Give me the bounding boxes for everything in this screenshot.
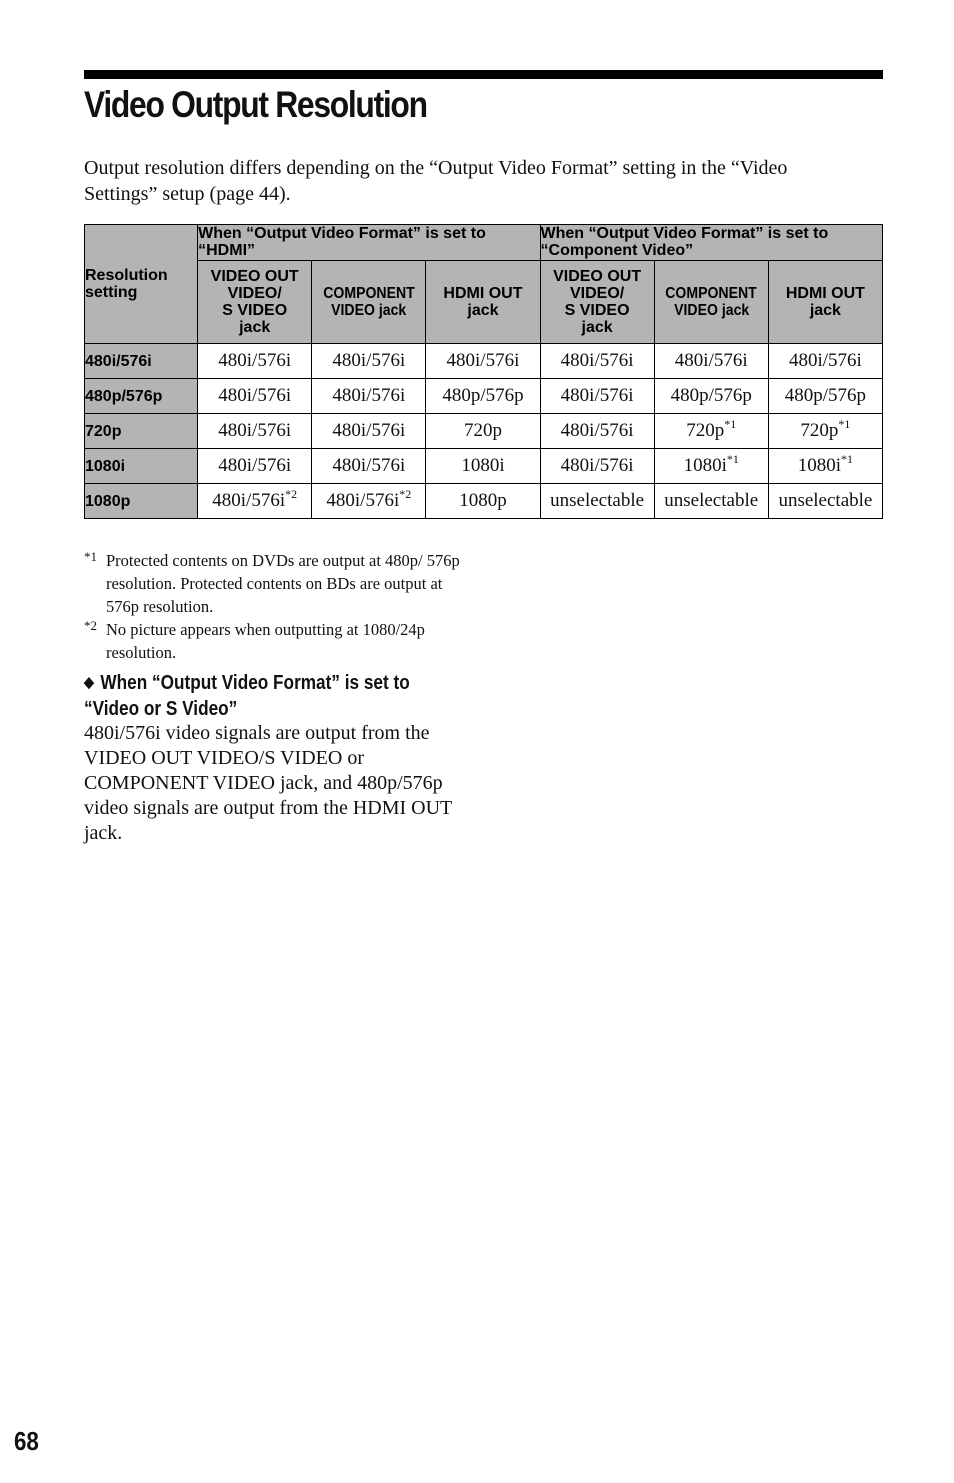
cell-value: 480i/576i — [218, 455, 292, 476]
cell-value: 480i/576i — [560, 455, 634, 476]
table-cell — [312, 344, 426, 379]
corner-header: Resolution setting — [85, 225, 198, 344]
cell-value: 480i/576i — [332, 420, 406, 441]
cell-value: 1080i — [797, 455, 842, 476]
table-cell — [426, 449, 540, 484]
intro-paragraph: Output resolution differs depending on the “Output Video Format” setting in the “Video Settings” setup (page 44). — [84, 157, 788, 205]
cell-value: 480i/576i — [326, 490, 400, 511]
table-cell — [768, 414, 882, 449]
footnote-ref: *1 — [726, 452, 739, 466]
cell-value: 480i/576i — [674, 350, 748, 371]
subsection-body: 480i/576i video signals are output from the VIDEO OUT VIDEO/S VIDEO or COMPONENT VIDEO jack, and 480p/576p video signals are output from the HDMI OUT jack. — [84, 722, 452, 844]
subheader-hdmi-out: HDMI OUT jack — [426, 261, 540, 344]
table-cell — [312, 379, 426, 414]
subheader-video-out: VIDEO OUT VIDEO/ S VIDEO jack — [540, 261, 654, 344]
table-cell — [198, 414, 312, 449]
table-row — [85, 344, 883, 379]
group-header-component: When “Output Video Format” is set to “Component Video” — [540, 225, 882, 261]
table-cell — [198, 379, 312, 414]
table-cell — [540, 344, 654, 379]
table-cell — [540, 414, 654, 449]
row-header: 1080i — [85, 449, 198, 484]
footnote-ref: *1 — [841, 452, 854, 466]
cell-value: 480p/576p — [442, 385, 524, 406]
cell-value: 1080i — [683, 455, 727, 476]
footnote-ref: *2 — [285, 487, 298, 501]
table-row — [85, 484, 883, 519]
table-cell — [540, 449, 654, 484]
subheader-hdmi-out: HDMI OUT jack — [768, 261, 882, 344]
table-cell — [198, 449, 312, 484]
top-rule — [84, 70, 883, 79]
table-row — [85, 414, 883, 449]
footnote-ref: *1 — [838, 417, 851, 431]
footnote-mark: *2 — [84, 618, 97, 633]
footnotes — [84, 549, 474, 664]
row-header: 480p/576p — [85, 379, 198, 414]
table-cell — [654, 344, 768, 379]
table-cell — [654, 484, 768, 519]
table-cell — [312, 449, 426, 484]
cell-value: 480p/576p — [784, 385, 867, 406]
cell-value: 480i/576i — [332, 455, 406, 476]
cell-value: 1080p — [459, 490, 507, 511]
page-number: 68 — [14, 1426, 39, 1456]
table-row — [85, 379, 883, 414]
cell-value: unselectable — [664, 490, 759, 511]
table-cell — [654, 449, 768, 484]
cell-value: 480i/576i — [446, 350, 520, 371]
table-cell — [540, 379, 654, 414]
cell-value: 720p — [463, 420, 502, 441]
table-cell — [312, 414, 426, 449]
subsection-heading-text: When “Output Video Format” is set to “Video or S Video” — [84, 672, 410, 720]
table-cell — [426, 379, 540, 414]
cell-value: 480i/576i — [560, 385, 634, 406]
table-cell — [768, 379, 882, 414]
cell-value: unselectable — [778, 490, 873, 511]
footnote-ref: *1 — [724, 417, 737, 431]
subsection-heading — [84, 671, 445, 722]
table-cell — [426, 414, 540, 449]
footnote — [84, 549, 474, 618]
cell-value: 1080i — [461, 455, 505, 476]
cell-value: 480p/576p — [670, 385, 752, 406]
diamond-bullet-icon: ◆ — [84, 674, 94, 691]
table-cell — [198, 484, 312, 519]
table-cell — [540, 484, 654, 519]
cell-value: 480i/576i — [332, 385, 406, 406]
cell-value: 480i/576i — [332, 350, 406, 371]
subheader-component: COMPONENT VIDEO jack — [654, 261, 768, 344]
footnote-ref: *2 — [399, 487, 412, 501]
table-cell — [768, 344, 882, 379]
cell-value: 480i/576i — [560, 420, 634, 441]
footnote-mark: *1 — [84, 549, 97, 564]
row-header: 720p — [85, 414, 198, 449]
table-cell — [426, 344, 540, 379]
cell-value: 480i/576i — [218, 385, 292, 406]
cell-value: unselectable — [550, 490, 645, 511]
table-cell — [198, 344, 312, 379]
table-cell — [768, 449, 882, 484]
cell-value: 480i/576i — [212, 490, 286, 511]
table-cell — [654, 414, 768, 449]
cell-value: 480i/576i — [560, 350, 634, 371]
row-header: 480i/576i — [85, 344, 198, 379]
table-cell — [768, 484, 882, 519]
subheader-video-out: VIDEO OUT VIDEO/ S VIDEO jack — [198, 261, 312, 344]
subheader-component: COMPONENT VIDEO jack — [312, 261, 426, 344]
cell-value: 720p — [800, 420, 839, 441]
cell-value: 720p — [686, 420, 725, 441]
footnote-text: No picture appears when outputting at 1080/24p resolution. — [106, 620, 425, 662]
cell-value: 480i/576i — [788, 350, 862, 371]
table-cell — [426, 484, 540, 519]
resolution-table — [84, 224, 883, 519]
cell-value: 480i/576i — [218, 350, 292, 371]
table-cell — [654, 379, 768, 414]
table-cell — [312, 484, 426, 519]
page-title: Video Output Resolution — [84, 84, 427, 125]
cell-value: 480i/576i — [218, 420, 292, 441]
footnote-text: Protected contents on DVDs are output at 480p/ 576p resolution. Protected contents on BDs are output at 576p resolution. — [106, 551, 460, 616]
group-header-hdmi: When “Output Video Format” is set to “HDMI” — [198, 225, 540, 261]
table-body — [85, 344, 883, 519]
footnote — [84, 618, 474, 664]
table-row — [85, 449, 883, 484]
row-header: 1080p — [85, 484, 198, 519]
